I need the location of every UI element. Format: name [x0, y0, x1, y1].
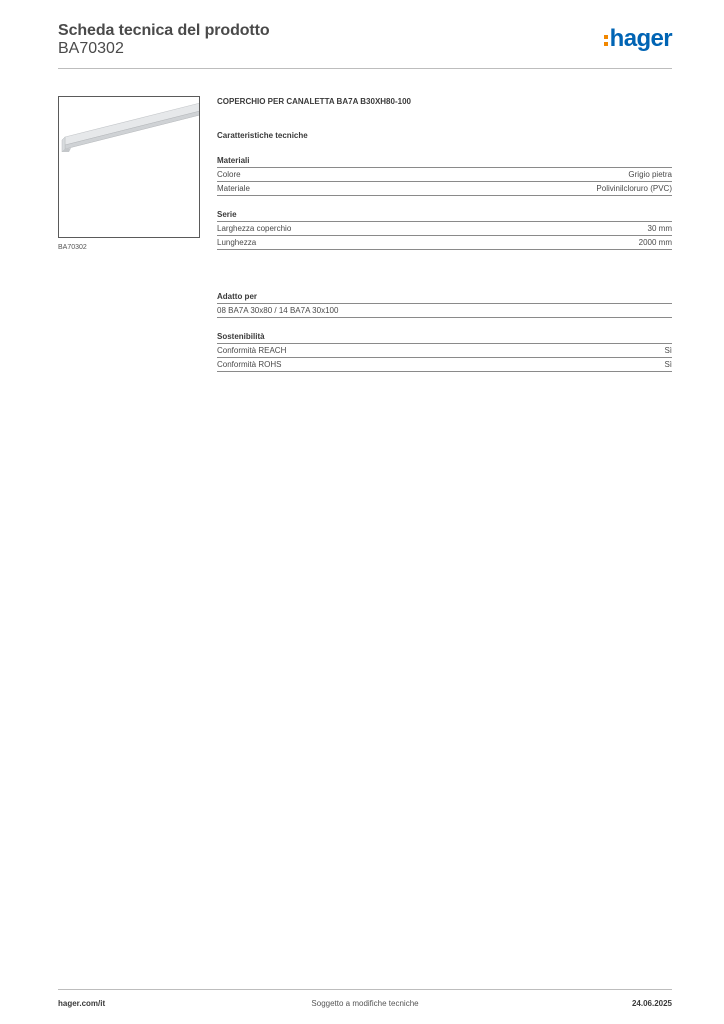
- section-serie: [217, 208, 672, 250]
- hager-logo: [604, 26, 672, 52]
- product-details: [217, 96, 672, 372]
- spec-label: 08 BA7A 30x80 / 14 BA7A 30x100: [217, 306, 339, 315]
- spec-row: [217, 358, 672, 372]
- section-adatto-per: [217, 290, 672, 318]
- document-title: Scheda tecnica del prodotto: [58, 22, 270, 39]
- image-caption: BA70302: [58, 244, 87, 251]
- section-title: Sostenibilità: [217, 330, 672, 344]
- page-header: [58, 20, 672, 69]
- spec-label: Larghezza coperchio: [217, 224, 292, 233]
- spec-row: [217, 236, 672, 250]
- spec-label: Colore: [217, 170, 241, 179]
- product-image: [58, 96, 200, 238]
- logo-text: hager: [609, 25, 672, 52]
- spec-label: Materiale: [217, 184, 250, 193]
- spec-row: [217, 344, 672, 358]
- spec-value: Sì: [664, 346, 672, 355]
- product-code: BA70302: [58, 40, 124, 57]
- spec-value: Grigio pietra: [628, 170, 672, 179]
- cable-trunking-cover-image: [59, 97, 199, 237]
- section-title: Serie: [217, 208, 672, 222]
- spec-label: Conformità REACH: [217, 346, 287, 355]
- features-title: Caratteristiche tecniche: [217, 131, 308, 140]
- section-title: Adatto per: [217, 290, 672, 304]
- section-materiali: [217, 154, 672, 196]
- spec-value: 30 mm: [647, 224, 672, 233]
- footer-date: 24.06.2025: [631, 999, 672, 1008]
- spec-row: [217, 182, 672, 196]
- logo-dots-icon: [604, 35, 608, 46]
- spec-value: Sì: [664, 360, 672, 369]
- spec-label: Lunghezza: [217, 238, 257, 247]
- spec-value: Polivinilcloruro (PVC): [596, 184, 672, 193]
- spec-value: 2000 mm: [638, 238, 672, 247]
- spec-label: Conformità ROHS: [217, 360, 282, 369]
- section-sostenibilita: [217, 330, 672, 372]
- spec-row: [217, 222, 672, 236]
- page-footer: [58, 989, 672, 1012]
- footer-note: Soggetto a modifiche tecniche: [311, 999, 419, 1008]
- spec-row: [217, 168, 672, 182]
- product-name: COPERCHIO PER CANALETTA BA7A B30XH80-100: [217, 97, 411, 106]
- spec-row: [217, 304, 672, 318]
- section-title: Materiali: [217, 154, 672, 168]
- footer-website-link[interactable]: hager.com/it: [58, 999, 106, 1008]
